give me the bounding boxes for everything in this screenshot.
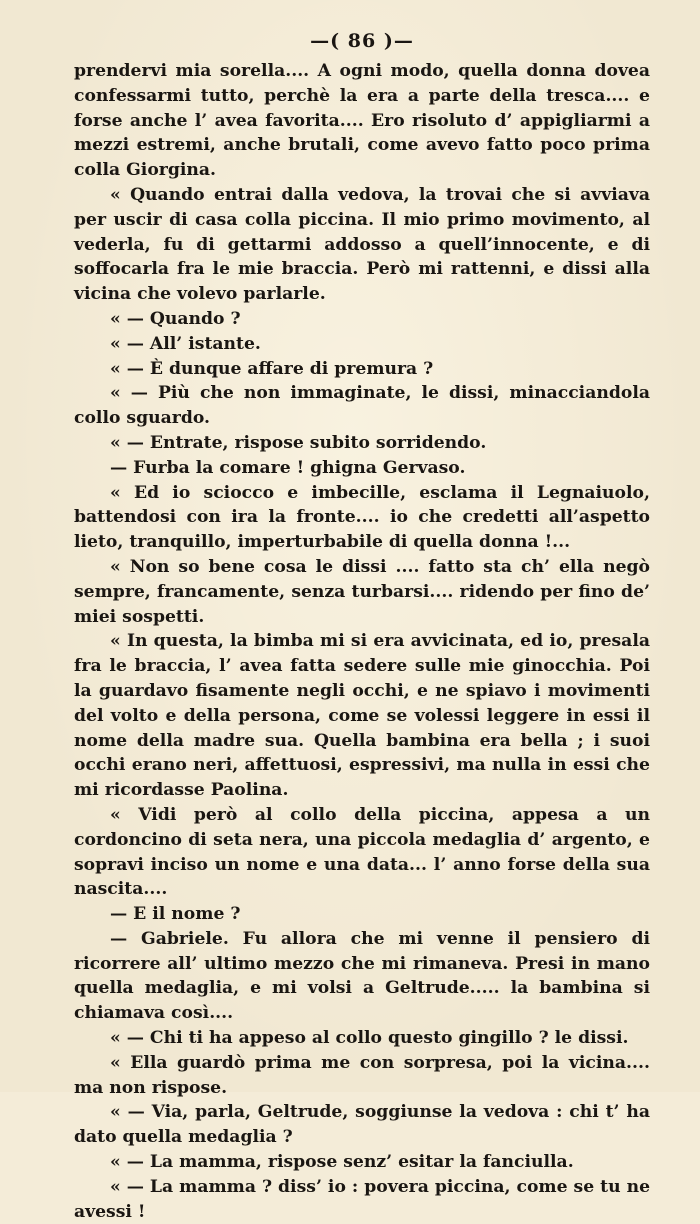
page-number: —( 86 )— [310, 30, 414, 52]
paragraph: « — Più che non immaginate, le dissi, minacciandola collo sguardo. [74, 383, 650, 429]
paragraph: « Ella guardò prima me con sorpresa, poi la vicina.... ma non rispose. [74, 1052, 650, 1098]
paragraph: « — Chi ti ha appeso al collo questo gingillo ? le dissi. [110, 1028, 629, 1049]
paragraph: « In questa, la bimba mi si era avvicinata, ed io, presala fra le braccia, l’ avea fatta sedere sulle mie ginocchia. Poi la guardavo fisamente negli occhi, e ne spiavo i movimenti del volto e della persona, come se volessi leggere in essi il nome della madre sua. Quella bambina era bella ; i suoi occhi erano neri, affettuosi, espressivi, ma nulla in essi che mi ricordasse Paolina. [74, 631, 650, 801]
paragraph: — E il nome ? [110, 904, 241, 925]
paragraph: « — La mamma, rispose senz’ esitar la fanciulla. [110, 1152, 574, 1173]
paragraph: « — Via, parla, Geltrude, soggiunse la vedova : chi t’ ha dato quella medaglia ? [74, 1102, 650, 1148]
paragraph: « Vidi però al collo della piccina, appesa a un cordoncino di seta nera, una piccola medaglia d’ argento, e sopravi inciso un nome e una data... l’ anno forse della sua nascita.... [74, 804, 650, 900]
paragraph: « Quando entrai dalla vedova, la trovai che si avviava per uscir di casa colla piccina. Il mio primo movimento, al vederla, fu di gettarmi addosso a quell’innocente, e di soffocarla fra le mie braccia. Però mi rattenni, e dissi alla vicina che volevo parlarle. [74, 184, 650, 305]
paragraph: « — È dunque affare di premura ? [110, 358, 434, 379]
paragraph: — Gabriele. Fu allora che mi venne il pensiero di ricorrere all’ ultimo mezzo che mi rimaneva. Presi in mano quella medaglia, e mi volsi a Geltrude..... la bambina si chiamava così.... [74, 928, 650, 1024]
paragraph: « Non so bene cosa le dissi .... fatto sta ch’ ella negò sempre, francamente, senza turbarsi.... ridendo per fino de’ miei sospetti. [74, 556, 650, 627]
paragraph: « — All’ istante. [110, 333, 261, 354]
paragraph: — Furba la comare ! ghigna Gervaso. [110, 457, 466, 478]
page-body [74, 59, 650, 1224]
paragraph: « — La mamma ? diss’ io : povera piccina, come se tu ne avessi ! [74, 1176, 650, 1222]
paragraph: « — Entrate, rispose subito sorridendo. [110, 432, 487, 453]
paragraph: « — Quando ? [110, 308, 241, 329]
paragraph: prendervi mia sorella.... A ogni modo, quella donna dovea confessarmi tutto, perchè la era a parte della tresca.... e forse anche l’ avea favorita.... Ero risoluto d’ appigliarmi a mezzi estremi, anche brutali, come avevo fatto poco prima colla Giorgina. [74, 61, 650, 181]
paragraph: « Ed io sciocco e imbecille, esclama il Legnaiuolo, battendosi con ira la fronte.... io che credetti all’aspetto lieto, tranquillo, imperturbabile di quella donna !... [74, 482, 650, 553]
